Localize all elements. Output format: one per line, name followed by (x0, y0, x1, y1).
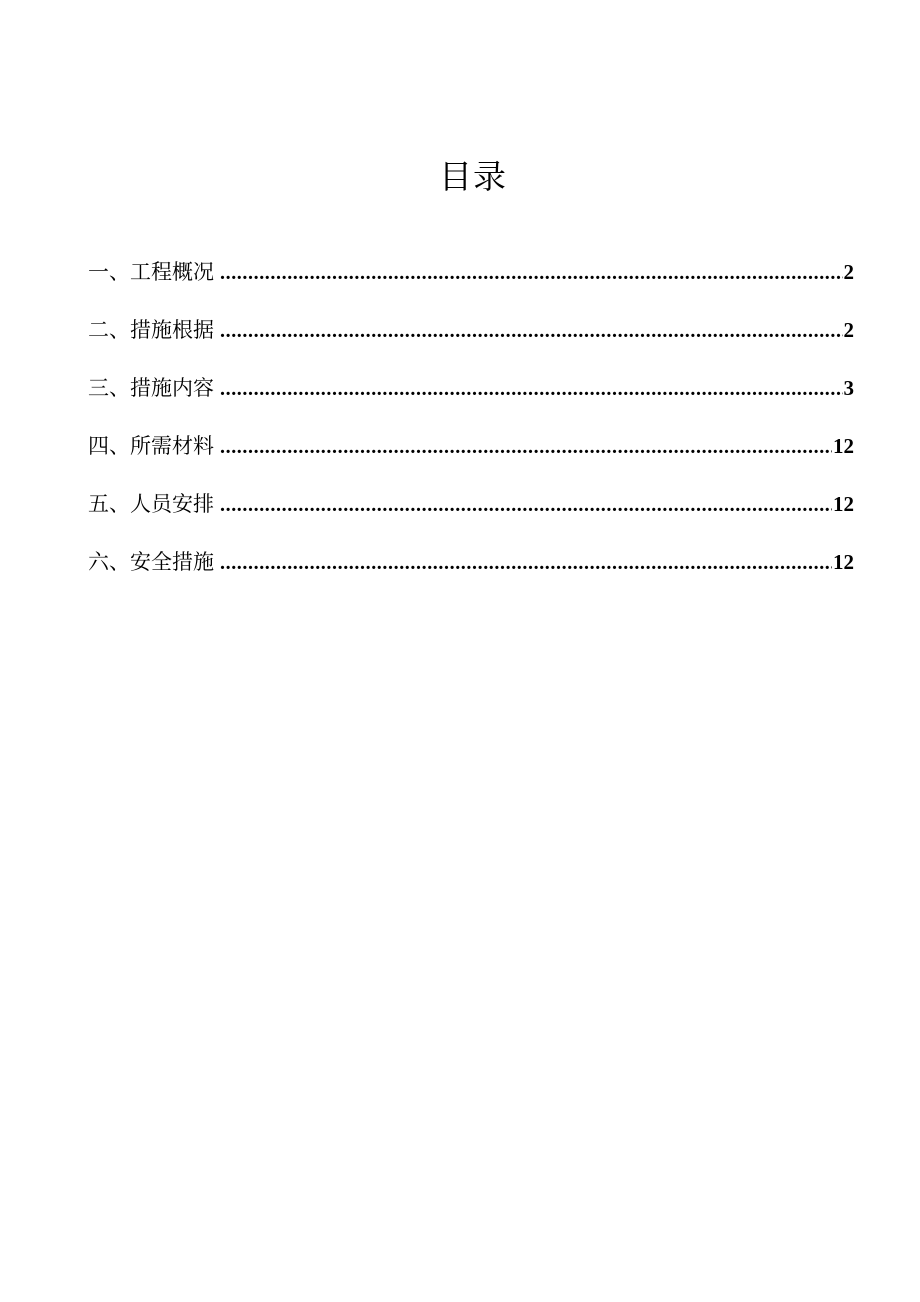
table-of-contents (88, 250, 854, 598)
toc-entry-1[interactable] (88, 250, 854, 308)
dot-leader (220, 425, 832, 469)
toc-entry-page: 12 (833, 550, 854, 574)
toc-entry-page: 2 (843, 318, 854, 342)
toc-entry-page: 12 (833, 434, 854, 458)
dot-leader (220, 483, 832, 527)
toc-title: 目录 (439, 157, 507, 196)
toc-entry-5[interactable] (88, 482, 854, 540)
toc-entry-label: 六、安全措施 (88, 550, 214, 574)
toc-entry-page: 3 (843, 376, 854, 400)
toc-entry-2[interactable] (88, 308, 854, 366)
toc-entry-label: 一、工程概况 (88, 260, 214, 284)
toc-entry-label: 三、措施内容 (88, 376, 214, 400)
toc-entry-page: 2 (843, 260, 854, 284)
dot-leader (220, 367, 843, 411)
toc-entry-label: 五、人员安排 (88, 492, 214, 516)
toc-entry-label: 二、措施根据 (88, 318, 214, 342)
toc-entry-page: 12 (833, 492, 854, 516)
dot-leader (220, 309, 843, 353)
toc-entry-3[interactable] (88, 366, 854, 424)
toc-entry-6[interactable] (88, 540, 854, 598)
dot-leader (220, 251, 843, 295)
toc-entry-label: 四、所需材料 (88, 434, 214, 458)
dot-leader (220, 541, 832, 585)
toc-entry-4[interactable] (88, 424, 854, 482)
